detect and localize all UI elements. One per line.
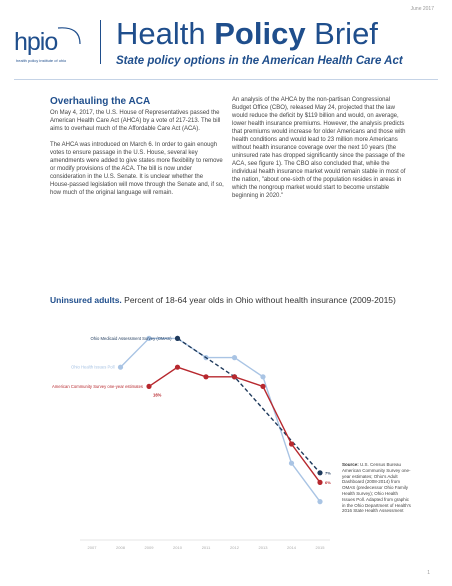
x-tick-label: 2011 [201,545,211,550]
series-legend-label: American Community Survey one-year estimates [52,383,143,389]
paragraph: The AHCA was introduced on March 6. In order to gain enough votes to ensure passage in the U.S. House, several key amendments were added to give states more flexibility to remove or modify provisions of the ACA. The bill is now under consideration in the U.S. Senate. It is unclear whether the House-passed legislation will move through the Senate and, if so, how much of the original language will remain. [50,142,224,196]
x-tick-label: 2007 [87,545,97,550]
data-point [317,470,322,475]
paragraph: An analysis of the AHCA by the non-partisan Congressional Budget Office (CBO), released May 24, projected that the law would reduce the deficit by $119 billion and would, on average, lower health insurance premiums. However, the analysis predicts that premiums would increase for older Americans and those with health conditions and would lead to 23 million more Americans without health insurance coverage over the next 10 years (the uninsured rate has dropped significantly since the passage of the ACA, see figure 1). The CBO also concluded that, while the individual health insurance market would remain stable in most of the nation, "about one-sixth of the population resides in areas in which the nongroup market would start to become unstable beginning in 2020." [232,97,406,199]
data-point [118,365,123,370]
data-point [232,374,237,379]
series-line [121,338,321,501]
data-point [289,441,294,446]
page-subtitle: State policy options in the American Health Care Act [116,55,403,67]
data-point [175,336,180,341]
series-legend-label: Ohio Medicaid Assessment Survey (OMAS) [90,335,172,341]
x-tick-label: 2015 [315,545,325,550]
data-point [232,355,237,360]
logo-wordmark: hpio [14,28,58,56]
x-tick-label: 2013 [258,545,268,550]
data-label: 7% [325,470,331,476]
data-point [260,384,265,389]
figure-title: Uninsured adults. Percent of 18-64 year olds in Ohio without health insurance (2009-2015) [50,295,396,305]
issue-date: June 2017 [410,6,434,12]
page-number: 1 [427,570,430,576]
logo-tagline: health policy institute of ohio [16,58,67,63]
data-point [203,374,208,379]
series-line [149,367,320,482]
data-point [146,384,151,389]
series-legend-label: Ohio Health Issues Poll [70,364,115,370]
paragraph: On May 4, 2017, the U.S. House of Representatives passed the American Health Care Act (AHCA) by a vote of 217-213. The bill aims to overhaul much of the Affordable Care Act (ACA). [50,110,221,132]
section-heading: Overhauling the ACA [50,96,151,107]
data-point [289,461,294,466]
x-tick-label: 2012 [230,545,239,550]
data-label: 16% [153,392,162,398]
data-label: 6% [325,479,331,485]
x-tick-label: 2009 [144,545,154,550]
data-point [260,374,265,379]
figure-source: Source: U.S. Census Bureau American Community Survey one-year estimates; Ohio's Adult Dashboard (2008-2014) from OMAS (predecessor Ohio Family Health Survey); Ohio Health Issues Poll. Adapted from graphic in the Ohio Department of Health's 2016 State Health Assessment [342,462,411,514]
data-point [317,499,322,504]
data-point [175,365,180,370]
page-title: Health Policy Brief [116,16,378,51]
x-tick-label: 2014 [287,545,296,550]
data-point [317,480,322,485]
x-tick-label: 2010 [173,545,182,550]
x-tick-label: 2008 [116,545,125,550]
